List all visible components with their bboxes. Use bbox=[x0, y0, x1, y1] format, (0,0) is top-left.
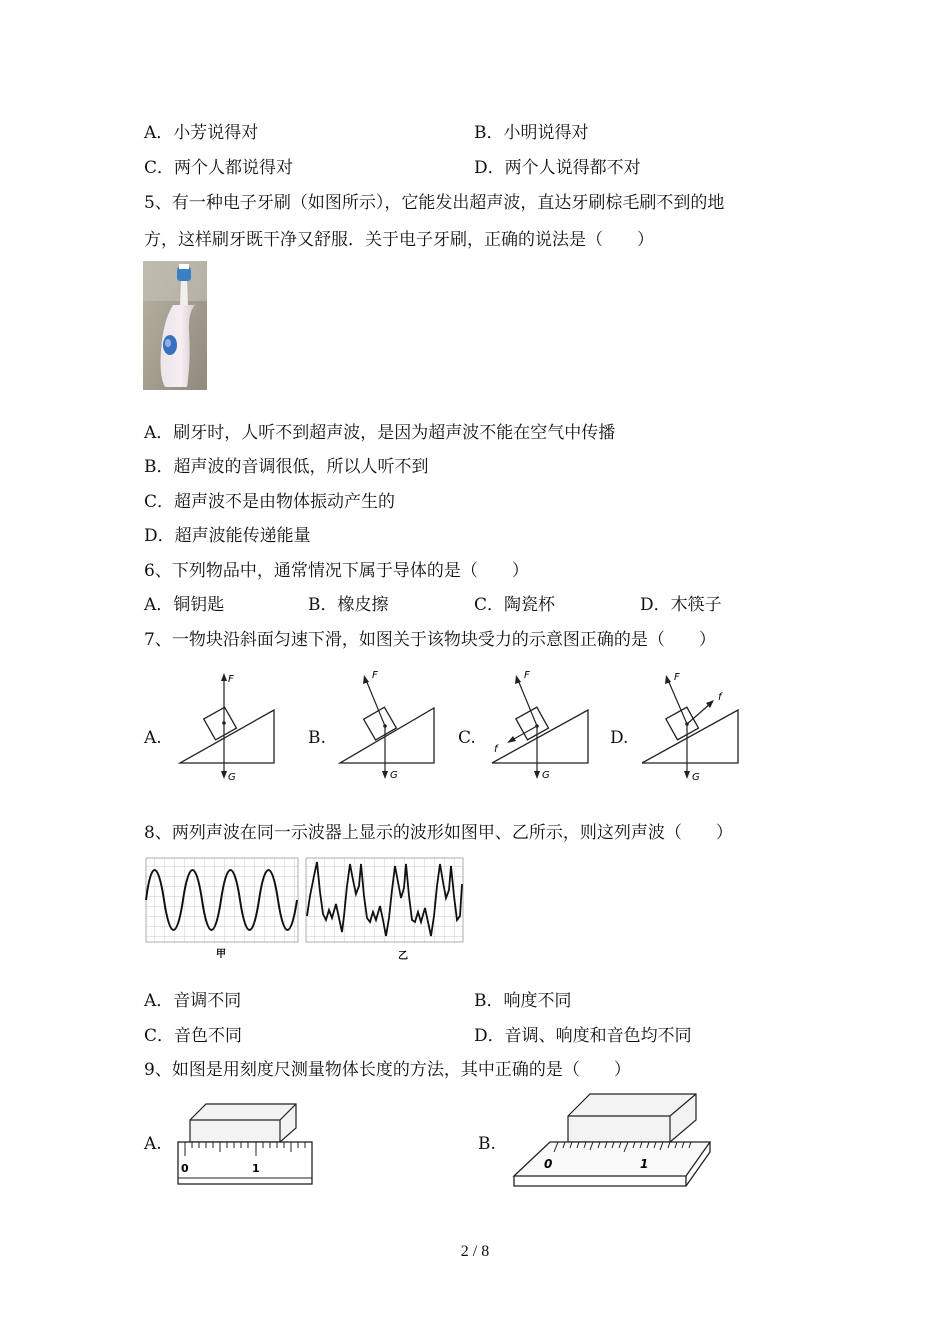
ruler-mark-0: 0 bbox=[181, 1162, 189, 1175]
force-label-F: F bbox=[524, 670, 530, 681]
q7-label-a: A. bbox=[144, 728, 162, 748]
q9-stem: 9、如图是用刻度尺测量物体长度的方法，其中正确的是（ ） bbox=[144, 1060, 631, 1080]
q7-label-c: C. bbox=[458, 728, 476, 748]
q8-option-d: D．音调、响度和音色均不同 bbox=[474, 1026, 692, 1046]
q4-option-a: A．小芳说得对 bbox=[144, 123, 259, 143]
q5-option-d: D．超声波能传递能量 bbox=[144, 526, 311, 546]
q6-option-a: A．铜钥匙 bbox=[144, 595, 225, 615]
q4-option-c: C．两个人都说得对 bbox=[144, 158, 294, 178]
q7-stem: 7、一物块沿斜面匀速下滑，如图关于该物块受力的示意图正确的是（ ） bbox=[144, 630, 716, 650]
force-label-G: G bbox=[542, 770, 550, 781]
q7-label-b: B. bbox=[308, 728, 326, 748]
q6-stem: 6、下列物品中，通常情况下属于导体的是（ ） bbox=[144, 561, 529, 581]
oscilloscope-yi bbox=[306, 858, 463, 962]
q9-label-a: A. bbox=[144, 1134, 162, 1154]
page-number: 2 / 8 bbox=[460, 1243, 490, 1260]
ruler-figure-b bbox=[510, 1090, 716, 1190]
q8-stem: 8、两列声波在同一示波器上显示的波形如图甲、乙所示，则这列声波（ ） bbox=[144, 823, 733, 843]
q6-option-b: B．橡皮擦 bbox=[308, 595, 389, 615]
q5-stem-line2: 方，这样刷牙既干净又舒服．关于电子牙刷，正确的说法是（ ） bbox=[144, 230, 654, 250]
force-label-G: G bbox=[390, 770, 398, 781]
ruler-mark-1: 1 bbox=[640, 1157, 649, 1171]
q7-label-d: D. bbox=[610, 728, 629, 748]
q9-label-b: B. bbox=[478, 1134, 496, 1154]
force-label-F: F bbox=[674, 672, 680, 683]
q5-stem-line1: 5、有一种电子牙刷（如图所示），它能发出超声波，直达牙刷棕毛刷不到的地 bbox=[144, 193, 725, 213]
ruler-figure-a bbox=[170, 1098, 316, 1188]
toothbrush-photo bbox=[143, 261, 207, 390]
oscilloscope-jia bbox=[146, 858, 298, 960]
q6-option-d: D．木筷子 bbox=[640, 595, 722, 615]
caption-jia: 甲 bbox=[216, 949, 226, 960]
oscilloscope-figures bbox=[144, 856, 466, 964]
q6-option-c: C．陶瓷杯 bbox=[474, 595, 556, 615]
q4-option-d: D．两个人说得都不对 bbox=[474, 158, 641, 178]
q5-option-a: A．刷牙时，人听不到超声波，是因为超声波不能在空气中传播 bbox=[144, 423, 616, 443]
q7-diagram-b bbox=[330, 668, 440, 786]
force-label-G: G bbox=[228, 772, 236, 783]
ruler-mark-1: 1 bbox=[252, 1162, 260, 1175]
force-label-G: G bbox=[692, 772, 700, 783]
q7-diagram-a bbox=[170, 668, 280, 786]
force-label-F: F bbox=[228, 674, 234, 685]
caption-yi: 乙 bbox=[398, 951, 408, 962]
force-label-f: f bbox=[718, 692, 722, 703]
q8-option-c: C．音色不同 bbox=[144, 1026, 243, 1046]
q5-option-c: C．超声波不是由物体振动产生的 bbox=[144, 492, 396, 512]
q5-option-b: B．超声波的音调很低，所以人听不到 bbox=[144, 457, 429, 477]
force-label-F: F bbox=[372, 670, 378, 681]
q4-option-b: B．小明说得对 bbox=[474, 123, 589, 143]
ruler-mark-0: 0 bbox=[544, 1157, 553, 1171]
q8-option-a: A．音调不同 bbox=[144, 991, 242, 1011]
q7-diagram-d bbox=[634, 668, 746, 786]
q7-diagram-c bbox=[482, 668, 594, 786]
q8-option-b: B．响度不同 bbox=[474, 991, 572, 1011]
force-label-f: f bbox=[494, 744, 498, 755]
